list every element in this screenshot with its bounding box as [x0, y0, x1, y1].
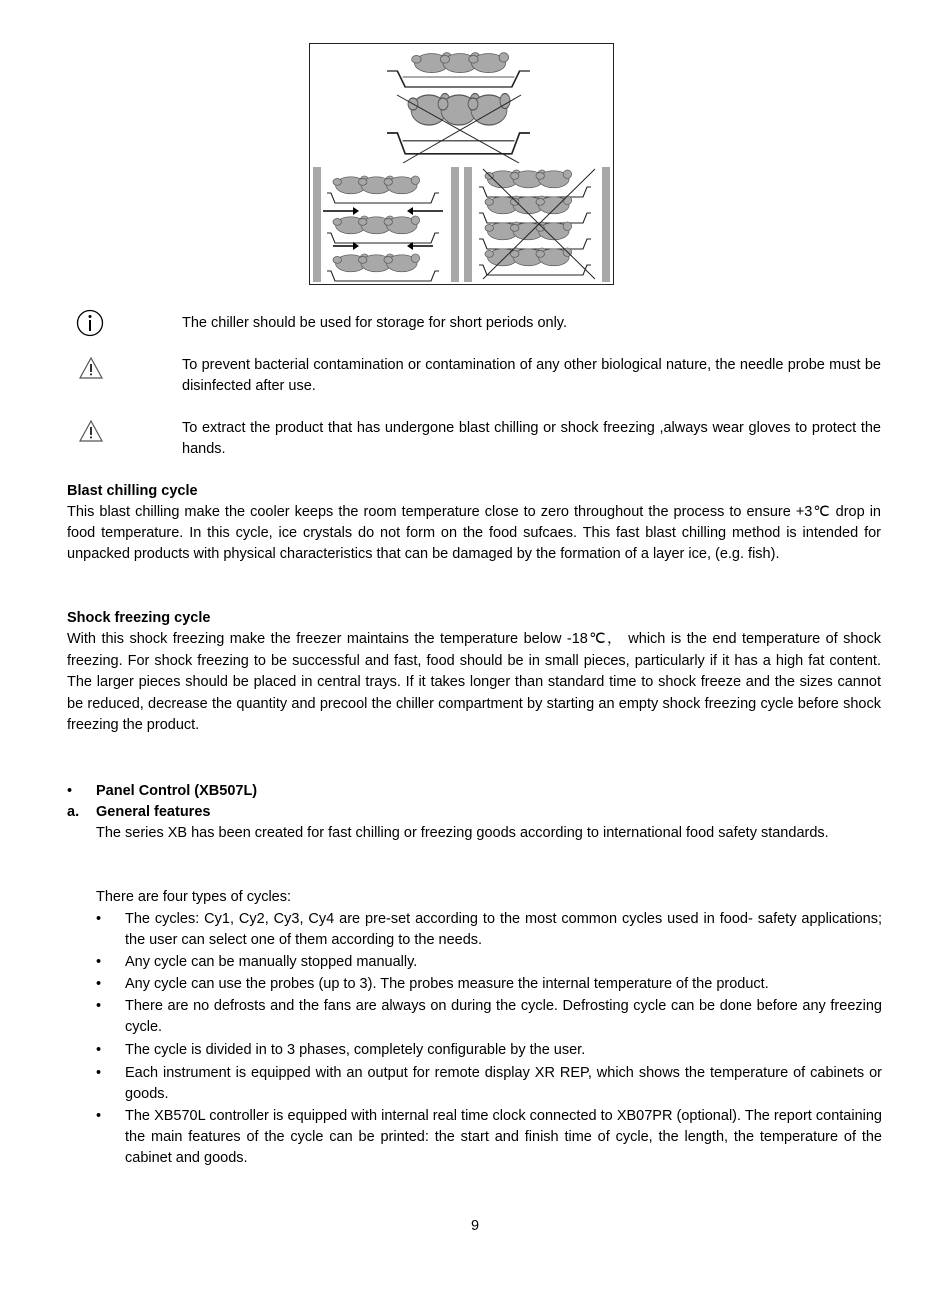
warning-icon	[78, 419, 104, 443]
list-bullet: •	[67, 783, 73, 799]
general-features-title: General features	[96, 804, 211, 820]
tray-loading-illustration	[309, 43, 614, 285]
list-bullet: •	[96, 1065, 102, 1081]
blast-chilling-section	[67, 481, 881, 565]
shock-freezing-section	[67, 608, 881, 737]
section-heading: Shock freezing cycle	[67, 610, 211, 626]
list-item: The XB570L controller is equipped with internal real time clock connected to XB07PR (optional). The report containing the main features of the cycle can be printed: the start and finish time of cycle, the length, the temperature of the cabinet and goods.	[125, 1108, 882, 1166]
list-bullet: •	[96, 1042, 102, 1058]
list-bullet: •	[96, 976, 102, 992]
warning-icon	[78, 356, 104, 380]
panel-control-title: Panel Control (XB507L)	[96, 783, 258, 799]
list-item: The cycles: Cy1, Cy2, Cy3, Cy4 are pre-set according to the most common cycles used in food- safety applications; the user can select one of them according to the needs.	[125, 911, 882, 948]
list-item: Each instrument is equipped with an output for remote display XR REP, which shows the temperature of cabinets or goods.	[125, 1065, 882, 1102]
list-item: The cycle is divided in to 3 phases, completely configurable by the user.	[125, 1042, 586, 1058]
section-body: With this shock freezing make the freezer maintains the temperature below -18℃， which is the end temperature of shock freezing. For shock freezing to be successful and fast, food should be in small pieces, particularly if it has a high fat content. The larger pieces should be placed in central trays. If it takes longer than standard time to shock freeze and the sizes cannot be reduced, decrease the quantity and precool the chiller compartment by starting an empty shock freezing cycle before shock freezing the product.	[67, 631, 881, 733]
info-icon	[76, 309, 104, 337]
page-number: 9	[470, 1218, 480, 1234]
general-features-intro: The series XB has been created for fast chilling or freezing goods according to international food safety standards.	[96, 825, 829, 841]
cycles-intro: There are four types of cycles:	[96, 889, 292, 905]
list-bullet: •	[96, 954, 102, 970]
list-bullet: •	[96, 911, 102, 927]
section-heading: Blast chilling cycle	[67, 483, 198, 499]
note-disinfect-probe: To prevent bacterial contamination or contamination of any other biological nature, the needle probe must be disinfected after use.	[182, 357, 881, 394]
note-gloves: To extract the product that has undergone blast chilling or shock freezing ,always wear gloves to protect the hands.	[182, 420, 881, 457]
list-item: Any cycle can use the probes (up to 3). The probes measure the internal temperature of the product.	[125, 976, 769, 992]
list-item: Any cycle can be manually stopped manually.	[125, 954, 418, 970]
list-bullet: •	[96, 1108, 102, 1124]
list-bullet: •	[96, 998, 102, 1014]
note-storage: The chiller should be used for storage for short periods only.	[182, 315, 567, 331]
subsection-marker: a.	[67, 804, 80, 820]
section-body: This blast chilling make the cooler keeps the room temperature close to zero throughout the process to ensure +3℃ drop in food temperature. In this cycle, ice crystals do not form on the food sufcaes. This fast blast chilling method is intended for unpacked products with physical characteristics that can be damaged by the formation of a layer ice, (e.g. fish).	[67, 504, 881, 562]
list-item: There are no defrosts and the fans are always on during the cycle. Defrosting cycle can be done before any freezing cycle.	[125, 998, 882, 1035]
